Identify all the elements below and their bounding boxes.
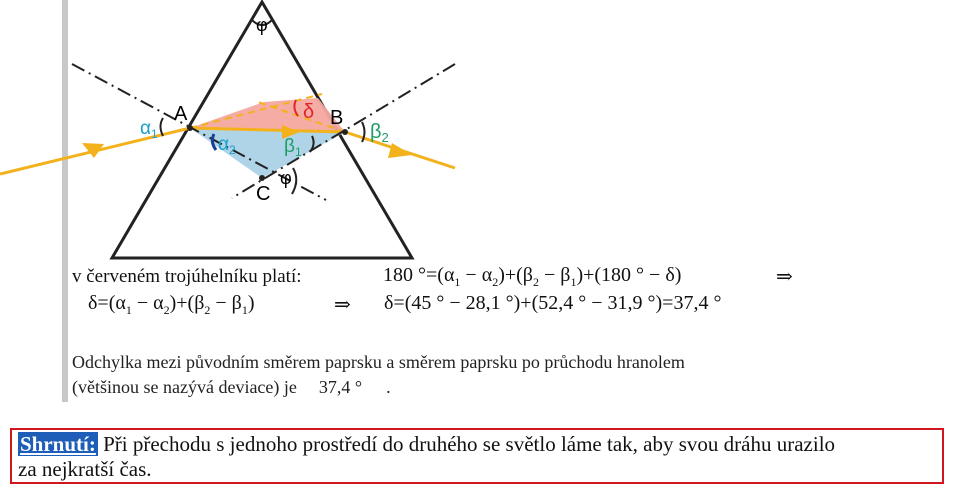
equation-2: $\delta=(\alpha_1 - \alpha_2)+(\beta_2 - \beta_1)$	[88, 292, 255, 317]
point-B-label: B	[330, 107, 344, 129]
point-A-label: A	[174, 103, 188, 125]
triangle-statement: v červeném trojúhelníku platí:	[72, 266, 302, 287]
implies-arrow-1: ⇒	[776, 266, 793, 288]
ray-arrowhead-3	[388, 143, 412, 158]
phi-bottom-arc	[292, 168, 296, 194]
beta2-label: $\beta_2$	[370, 121, 389, 145]
deviation-paragraph-line1: Odchylka mezi původním směrem paprsku a směrem paprsku po průchodu hranolem	[72, 352, 685, 372]
alpha2-label: $\alpha_2$	[218, 134, 236, 157]
point-C-dot	[259, 175, 265, 181]
phi-bottom-label: φ	[280, 168, 292, 188]
summary-label: Shrnutí:	[20, 432, 96, 456]
deviation-paragraph-line2: (většinou se nazývá deviace) je 37,4 ° .	[72, 377, 391, 397]
implies-arrow-2: ⇒	[334, 294, 351, 316]
beta1-label: $\beta_1$	[284, 136, 302, 159]
point-B-dot	[342, 129, 348, 135]
beta2-arc	[362, 122, 365, 142]
point-C-label: C	[256, 183, 271, 205]
summary-text-line1: Při přechodu s jednoho prostředí do druhého se světlo láme tak, aby svou dráhu urazilo	[97, 432, 836, 456]
deviation-value: 37,4 °	[318, 377, 363, 397]
point-A-dot	[187, 125, 193, 131]
alpha1-arc	[161, 118, 164, 136]
equation-1: 180 $^\circ=(\alpha_1 - \alpha_2)+(\beta_2 - \beta_1)+(180$ ° − δ)	[383, 264, 682, 289]
alpha1-label: $\alpha_1$	[140, 118, 158, 141]
equation-3: δ=(45 ° − 28,1 °)+(52,4 ° − 31,9 °)=37,4 °	[384, 292, 722, 314]
summary-text-line2: za nejkratší čas.	[18, 457, 152, 481]
delta-label: δ	[303, 101, 315, 123]
red-triangle	[190, 98, 345, 132]
phi-top-label: φ	[256, 15, 268, 35]
summary-box	[10, 428, 944, 484]
